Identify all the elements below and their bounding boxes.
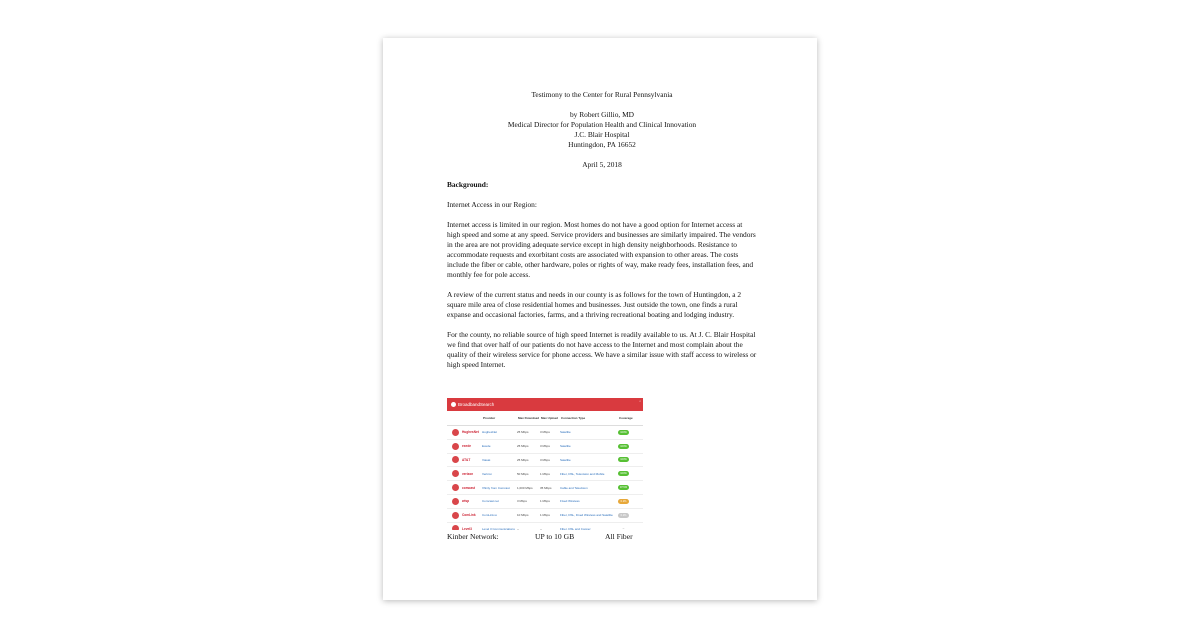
screenshot-brand: BroadbandSearch [458, 402, 495, 407]
document-page [383, 38, 817, 600]
connection-type: Cable and Television [560, 485, 588, 490]
max-upload: 1 Mbps [540, 471, 550, 476]
screenshot-caption [447, 532, 647, 541]
section-heading: Background: [447, 180, 489, 189]
max-download: 50 Mbps [517, 471, 529, 476]
author-location: Huntingdon, PA 16652 [568, 140, 636, 149]
document-title: Testimony to the Center for Rural Pennsylvania [531, 90, 673, 99]
provider-marker-icon [452, 498, 459, 505]
coverage-badge: 100% [618, 457, 629, 462]
document-body [447, 90, 757, 370]
screenshot-header-bar [447, 398, 643, 411]
connection-type: Fixed Wireless [560, 499, 580, 504]
screenshot-table-header [447, 411, 643, 426]
coverage-badge: 0.1% [618, 513, 629, 518]
provider-marker-icon [452, 525, 459, 530]
menu-icon: ⌕ [639, 399, 641, 403]
provider-marker-icon [452, 443, 459, 450]
provider-logo: HughesNet [462, 430, 479, 435]
max-upload: 1 Mbps [540, 513, 550, 518]
provider-marker-icon [452, 512, 459, 519]
max-upload: 1 Mbps [540, 499, 550, 504]
max-download: 25 Mbps [517, 457, 529, 462]
provider-marker-icon [452, 456, 459, 463]
provider-logo: exede [462, 444, 472, 449]
max-download: -- [517, 526, 519, 530]
provider-logo: comcast [462, 485, 475, 490]
table-row [447, 495, 643, 509]
max-upload: 35 Mbps [540, 485, 552, 490]
header-coverage: Coverage [619, 416, 633, 420]
max-upload: -- [540, 526, 542, 530]
embedded-screenshot [447, 398, 643, 530]
caption-network-name: Kinber Network: [447, 532, 499, 541]
provider-logo: verizon [462, 471, 474, 476]
table-row [447, 440, 643, 454]
provider-marker-icon [452, 470, 459, 477]
coverage-badge: 100% [618, 444, 629, 449]
provider-logo: ComLink [462, 513, 476, 518]
max-upload: 3 Mbps [540, 444, 550, 449]
provider-name: Comcast.net [482, 499, 499, 504]
brand-logo-icon [451, 402, 456, 407]
table-row [447, 509, 643, 523]
connection-type: Fiber, DSL and Copper [560, 526, 591, 530]
connection-type: Satellite [560, 444, 571, 449]
max-download: 25 Mbps [517, 444, 529, 449]
author-role: Medical Director for Population Health and Clinical Innovation [507, 120, 697, 129]
table-row [447, 454, 643, 468]
provider-name: Level 3 Communications [482, 526, 515, 530]
coverage-badge: 0.1% [618, 499, 629, 504]
connection-type: Fiber, DSL, Television and Mobile [560, 471, 605, 476]
paragraph-2: A review of the current status and needs in our county is as follows for the town of Huntingdon, a 2 square mile area of close residential homes and businesses. Just outside the town, one finds a rural expanse and occasional factories, farms, and a thriving recreational boating and lodging industry. [447, 290, 742, 319]
provider-name: ComLink.io [482, 513, 498, 518]
section-subheading: Internet Access in our Region: [447, 200, 537, 209]
provider-marker-icon [452, 429, 459, 436]
coverage-badge: 97.5% [619, 486, 628, 490]
header-download: Max Download [518, 416, 540, 420]
provider-logo: wisp [462, 499, 470, 504]
header-connection-type: Connection Type [561, 416, 586, 420]
connection-type: Satellite [560, 457, 571, 462]
provider-name: Exede [482, 444, 491, 449]
coverage-badge: 100% [618, 471, 629, 476]
provider-logo: Level3 [462, 526, 472, 530]
coverage-badge: -- [622, 527, 625, 530]
max-download: 1,000 Mbps [517, 485, 533, 490]
max-download: 25 Mbps [517, 430, 529, 435]
document-date: April 5, 2018 [582, 160, 622, 169]
paragraph-3: For the county, no reliable source of high speed Internet is readily available to us. At J. C. Blair Hospital we find that over half of our patients do not have access to the Internet and most complain about the quality of their wireless service for phone access. We have a similar issue with staff access to wireless or high speed Internet. [447, 330, 757, 369]
author-organization: J.C. Blair Hospital [574, 130, 630, 139]
coverage-badge: 100% [618, 430, 629, 435]
caption-speed: UP to 10 GB [535, 532, 575, 541]
caption-type: All Fiber [605, 532, 633, 541]
table-row [447, 481, 643, 495]
provider-logo: AT&T [462, 457, 471, 462]
screenshot-table-body [447, 426, 643, 530]
header-provider: Provider [483, 416, 496, 420]
provider-name: HughesNet [482, 430, 498, 435]
author-name: by Robert Gillio, MD [569, 110, 635, 119]
max-download: 10 Mbps [517, 513, 529, 518]
max-upload: 3 Mbps [540, 457, 550, 462]
max-upload: 3 Mbps [540, 430, 550, 435]
paragraph-1: Internet access is limited in our region. Most homes do not have a good option for Internet access at high speed and some at any speed. Service providers and businesses are similarly impaired. The vendors in the area are not providing adequate service except in high density neighborhoods. Resistance to accommodate requests and exorbitant costs are associated with expansion to other areas. The costs include the fiber or cable, other hardware, poles or rights of way, make ready fees, installation fees, and monthly fee for pole access. [447, 220, 756, 279]
table-row [447, 467, 643, 481]
connection-type: Fiber, DSL, Fixed Wireless and Satellite [560, 513, 613, 518]
connection-type: Satellite [560, 430, 571, 435]
table-row [447, 426, 643, 440]
max-download: 3 Mbps [517, 499, 527, 504]
provider-name: Verizon [482, 471, 493, 476]
provider-marker-icon [452, 484, 459, 491]
header-upload: Max Upload [541, 416, 558, 420]
provider-name: Xfinity from Comcast [482, 485, 510, 490]
table-row [447, 523, 643, 530]
provider-name: Viasat [482, 457, 491, 462]
